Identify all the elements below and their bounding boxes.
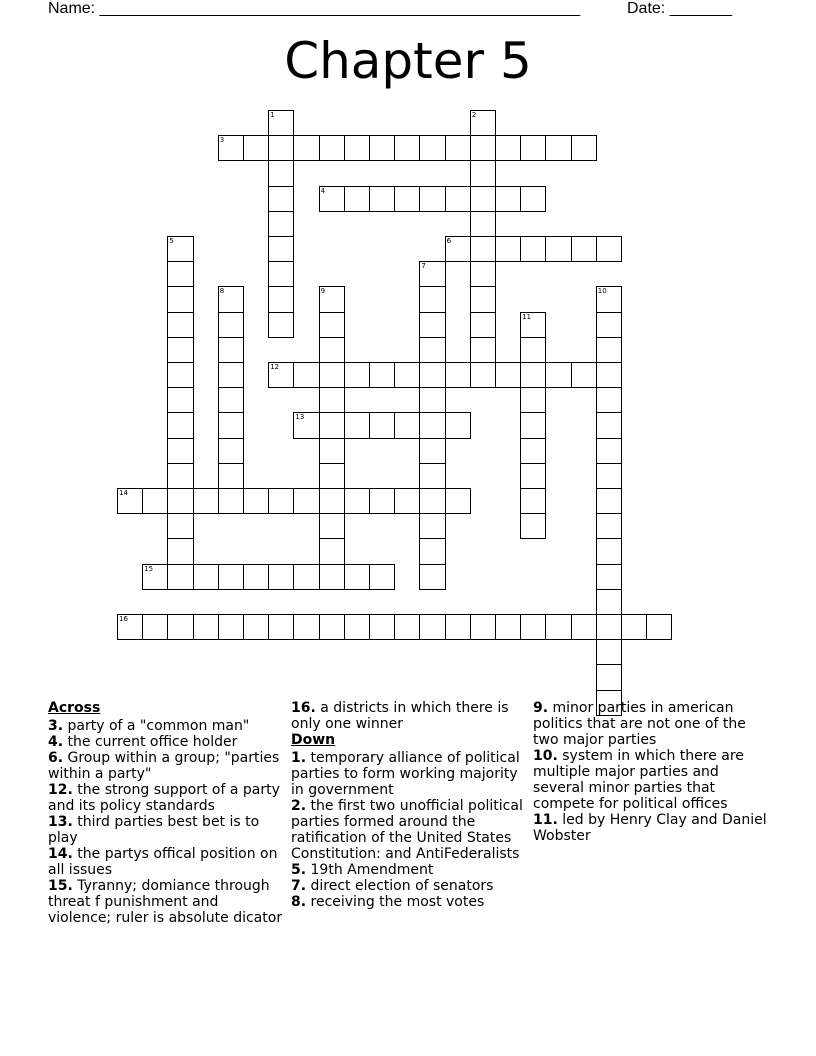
grid-cell[interactable]	[218, 488, 244, 514]
grid-cell[interactable]	[243, 614, 269, 640]
clues-column-1	[48, 700, 284, 926]
cell-number: 12	[270, 363, 280, 371]
grid-cell[interactable]	[520, 438, 546, 464]
grid-cell[interactable]	[193, 614, 219, 640]
clue-down-8: 8. receiving the most votes	[291, 894, 485, 910]
grid-cell[interactable]	[394, 186, 420, 212]
grid-cell[interactable]	[394, 362, 420, 388]
grid-cell[interactable]	[470, 362, 496, 388]
clue-across-13: 13. third parties best bet is to play	[48, 814, 260, 846]
grid-cell[interactable]	[293, 614, 319, 640]
cell-number: 1	[270, 111, 275, 119]
grid-cell[interactable]	[319, 614, 345, 640]
clues-column-2	[291, 700, 527, 910]
grid-cell[interactable]	[268, 236, 294, 262]
grid-cell[interactable]	[344, 614, 370, 640]
grid-cell[interactable]	[495, 236, 521, 262]
grid-cell[interactable]	[596, 614, 622, 640]
across-heading: Across	[48, 700, 101, 716]
grid-cell[interactable]	[419, 488, 445, 514]
grid-cell[interactable]	[167, 614, 193, 640]
grid-cell[interactable]	[218, 438, 244, 464]
grid-cell[interactable]	[369, 362, 395, 388]
grid-cell[interactable]	[445, 362, 471, 388]
grid-cell[interactable]	[495, 186, 521, 212]
grid-cell[interactable]	[520, 387, 546, 413]
grid-cell[interactable]	[596, 337, 622, 363]
grid-cell[interactable]	[470, 160, 496, 186]
grid-cell[interactable]	[470, 312, 496, 338]
date-label: Date:	[627, 0, 666, 17]
grid-cell[interactable]	[445, 236, 471, 262]
grid-cell[interactable]	[596, 387, 622, 413]
grid-cell[interactable]	[293, 412, 319, 438]
cell-number: 13	[295, 413, 305, 422]
grid-cell[interactable]	[268, 614, 294, 640]
grid-cell[interactable]	[243, 488, 269, 514]
grid-cell[interactable]	[167, 337, 193, 363]
grid-cell[interactable]	[596, 312, 622, 338]
grid-cell[interactable]	[445, 135, 471, 161]
grid-cell[interactable]	[419, 538, 445, 564]
grid-cell[interactable]	[167, 513, 193, 539]
grid-cell[interactable]	[167, 438, 193, 464]
cell-number: 15	[144, 564, 154, 573]
grid-cell[interactable]	[596, 513, 622, 539]
grid-cell[interactable]	[268, 261, 294, 287]
grid-cell[interactable]	[319, 538, 345, 564]
grid-cell[interactable]	[268, 135, 294, 161]
grid-cell[interactable]	[470, 135, 496, 161]
grid-cell[interactable]	[596, 286, 622, 312]
grid-cell[interactable]	[470, 211, 496, 237]
cell-number: 3	[219, 136, 225, 145]
grid-cell[interactable]	[596, 438, 622, 464]
grid-cell[interactable]	[319, 488, 345, 514]
clue-down-2: 2. the first two unofficial political parties formed around the ratification of the United States Constitution: and AntiFederalists	[291, 798, 523, 862]
grid-cell[interactable]	[369, 614, 395, 640]
grid-cell[interactable]	[293, 564, 319, 590]
grid-cell[interactable]	[394, 412, 420, 438]
grid-cell[interactable]	[268, 564, 294, 590]
clue-across-15: 15. Tyranny; domiance through threat f punishment and violence; ruler is absolute dicator	[48, 878, 283, 926]
grid-cell[interactable]	[369, 564, 395, 590]
grid-cell[interactable]	[369, 186, 395, 212]
grid-cell[interactable]	[520, 463, 546, 489]
grid-cell[interactable]	[218, 564, 244, 590]
grid-cell[interactable]	[319, 135, 345, 161]
grid-cell[interactable]	[520, 412, 546, 438]
grid-cell[interactable]	[571, 135, 597, 161]
grid-cell[interactable]	[596, 412, 622, 438]
grid-cell[interactable]	[445, 488, 471, 514]
clue-down-7: 7. direct election of senators	[291, 878, 494, 894]
grid-cell[interactable]	[520, 312, 546, 338]
grid-cell[interactable]	[419, 337, 445, 363]
clue-down-10: 10. system in which there are multiple major parties and several minor parties that compete for political offices	[533, 748, 744, 812]
clue-down-1: 1. temporary alliance of political parties to form working majority in government	[291, 750, 520, 798]
grid-cell[interactable]	[571, 614, 597, 640]
clue-down-11: 11. led by Henry Clay and Daniel Wobster	[533, 812, 767, 844]
grid-cell[interactable]	[520, 513, 546, 539]
grid-cell[interactable]	[596, 362, 622, 388]
cell-number: 9	[320, 287, 326, 296]
grid-cell[interactable]	[268, 286, 294, 312]
grid-cell[interactable]	[646, 614, 672, 640]
clue-across-4: 4. the current office holder	[48, 734, 238, 750]
cell-number: 6	[446, 237, 452, 245]
grid-cell[interactable]	[571, 362, 597, 388]
grid-cell[interactable]	[520, 614, 546, 640]
grid-cell[interactable]	[445, 412, 471, 438]
grid-cell[interactable]	[117, 488, 143, 514]
grid-cell[interactable]	[142, 564, 168, 590]
grid-cell[interactable]	[167, 236, 193, 262]
grid-cell[interactable]	[596, 463, 622, 489]
cell-number: 10	[597, 287, 607, 296]
grid-cell[interactable]	[218, 135, 244, 161]
grid-cell[interactable]	[218, 337, 244, 363]
grid-cell[interactable]	[520, 337, 546, 363]
cell-number: 16	[119, 615, 128, 623]
grid-cell[interactable]	[419, 261, 445, 287]
grid-cell[interactable]	[319, 412, 345, 438]
grid-cell[interactable]	[545, 135, 571, 161]
grid-cell[interactable]	[319, 564, 345, 590]
grid-cell[interactable]	[445, 186, 471, 212]
grid-cell[interactable]	[495, 614, 521, 640]
grid-cell[interactable]	[470, 186, 496, 212]
grid-cell[interactable]	[419, 135, 445, 161]
grid-cell[interactable]	[344, 488, 370, 514]
grid-cell[interactable]	[520, 186, 546, 212]
grid-cell[interactable]	[319, 286, 345, 312]
clue-down-9: 9. minor parties in american politics that are not one of the two major parties	[533, 700, 746, 748]
grid-cell[interactable]	[167, 463, 193, 489]
grid-cell[interactable]	[218, 312, 244, 338]
grid-cell[interactable]	[344, 186, 370, 212]
grid-cell[interactable]	[218, 387, 244, 413]
grid-cell[interactable]	[218, 412, 244, 438]
grid-cell[interactable]	[142, 488, 168, 514]
grid-cell[interactable]	[167, 488, 193, 514]
grid-cell[interactable]	[445, 614, 471, 640]
grid-cell[interactable]	[344, 362, 370, 388]
grid-cell[interactable]	[596, 564, 622, 590]
grid-cell[interactable]	[419, 362, 445, 388]
grid-cell[interactable]	[545, 236, 571, 262]
cell-number: 5	[169, 237, 174, 245]
grid-cell[interactable]	[344, 135, 370, 161]
grid-cell[interactable]	[142, 614, 168, 640]
date-blank[interactable]: _______	[669, 0, 732, 17]
grid-cell[interactable]	[268, 186, 294, 212]
cell-number: 8	[219, 287, 225, 296]
grid-cell[interactable]	[394, 488, 420, 514]
grid-cell[interactable]	[419, 412, 445, 438]
grid-cell[interactable]	[470, 286, 496, 312]
grid-cell[interactable]	[470, 261, 496, 287]
grid-cell[interactable]	[268, 211, 294, 237]
grid-cell[interactable]	[293, 488, 319, 514]
cell-number: 7	[421, 262, 426, 271]
grid-cell[interactable]	[419, 186, 445, 212]
grid-cell[interactable]	[596, 538, 622, 564]
grid-cell[interactable]	[167, 412, 193, 438]
grid-cell[interactable]	[218, 286, 244, 312]
grid-cell[interactable]	[293, 362, 319, 388]
grid-cell[interactable]	[319, 513, 345, 539]
name-blank[interactable]: ______________________________________________________	[99, 0, 581, 17]
grid-cell[interactable]	[319, 362, 345, 388]
grid-cell[interactable]	[268, 160, 294, 186]
grid-cell[interactable]	[218, 463, 244, 489]
cell-number: 14	[119, 489, 128, 497]
grid-cell[interactable]	[243, 135, 269, 161]
grid-cell[interactable]	[369, 488, 395, 514]
grid-cell[interactable]	[596, 488, 622, 514]
grid-cell[interactable]	[419, 387, 445, 413]
grid-cell[interactable]	[495, 135, 521, 161]
grid-cell[interactable]	[193, 564, 219, 590]
grid-cell[interactable]	[193, 488, 219, 514]
grid-cell[interactable]	[243, 564, 269, 590]
grid-cell[interactable]	[419, 564, 445, 590]
grid-cell[interactable]	[545, 614, 571, 640]
clue-across-3: 3. party of a "common man"	[48, 718, 250, 734]
grid-cell[interactable]	[167, 564, 193, 590]
grid-cell[interactable]	[167, 261, 193, 287]
grid-cell[interactable]	[319, 186, 345, 212]
grid-cell[interactable]	[470, 236, 496, 262]
clue-down-5: 5. 19th Amendment	[291, 862, 434, 878]
grid-cell[interactable]	[520, 236, 546, 262]
cell-number: 4	[320, 186, 326, 195]
grid-cell[interactable]	[419, 614, 445, 640]
grid-cell[interactable]	[268, 362, 294, 388]
grid-cell[interactable]	[218, 614, 244, 640]
clue-across-14: 14. the partys offical position on all issues	[48, 846, 278, 878]
grid-cell[interactable]	[167, 312, 193, 338]
grid-cell[interactable]	[218, 362, 244, 388]
grid-cell[interactable]	[520, 488, 546, 514]
clue-across-12: 12. the strong support of a party and its policy standards	[48, 782, 280, 814]
grid-cell[interactable]	[319, 438, 345, 464]
grid-cell[interactable]	[394, 135, 420, 161]
grid-cell[interactable]	[268, 488, 294, 514]
grid-cell[interactable]	[268, 312, 294, 338]
grid-cell[interactable]	[394, 614, 420, 640]
clues-column-3	[533, 700, 769, 844]
grid-cell[interactable]	[596, 589, 622, 615]
grid-cell[interactable]	[117, 614, 143, 640]
grid-cell[interactable]	[596, 664, 622, 690]
grid-cell[interactable]	[571, 236, 597, 262]
grid-cell[interactable]	[419, 438, 445, 464]
grid-cell[interactable]	[470, 614, 496, 640]
grid-cell[interactable]	[268, 110, 294, 136]
grid-cell[interactable]	[520, 362, 546, 388]
grid-cell[interactable]	[495, 362, 521, 388]
grid-cell[interactable]	[520, 135, 546, 161]
grid-cell[interactable]	[344, 564, 370, 590]
clue-across-16: 16. a districts in which there is only one winner	[291, 700, 509, 732]
grid-cell[interactable]	[621, 614, 647, 640]
down-heading: Down	[291, 732, 336, 748]
grid-cell[interactable]	[596, 236, 622, 262]
grid-cell[interactable]	[344, 412, 370, 438]
grid-cell[interactable]	[369, 412, 395, 438]
grid-cell[interactable]	[419, 513, 445, 539]
grid-cell[interactable]	[319, 337, 345, 363]
name-label: Name:	[48, 0, 96, 17]
grid-cell[interactable]	[596, 639, 622, 665]
clue-across-6: 6. Group within a group; "parties within a party"	[48, 750, 280, 782]
grid-cell[interactable]	[167, 362, 193, 388]
grid-cell[interactable]	[319, 463, 345, 489]
grid-cell[interactable]	[419, 286, 445, 312]
grid-cell[interactable]	[319, 312, 345, 338]
grid-cell[interactable]	[167, 387, 193, 413]
cell-number: 2	[471, 111, 477, 119]
grid-cell[interactable]	[419, 463, 445, 489]
cell-number: 11	[522, 312, 532, 321]
grid-cell[interactable]	[293, 135, 319, 161]
grid-cell[interactable]	[470, 110, 496, 136]
grid-cell[interactable]	[470, 337, 496, 363]
page-title: Chapter 5	[284, 32, 532, 90]
grid-cell[interactable]	[545, 362, 571, 388]
grid-cell[interactable]	[167, 286, 193, 312]
grid-cell[interactable]	[319, 387, 345, 413]
grid-cell[interactable]	[419, 312, 445, 338]
grid-cell[interactable]	[167, 538, 193, 564]
grid-cell[interactable]	[369, 135, 395, 161]
